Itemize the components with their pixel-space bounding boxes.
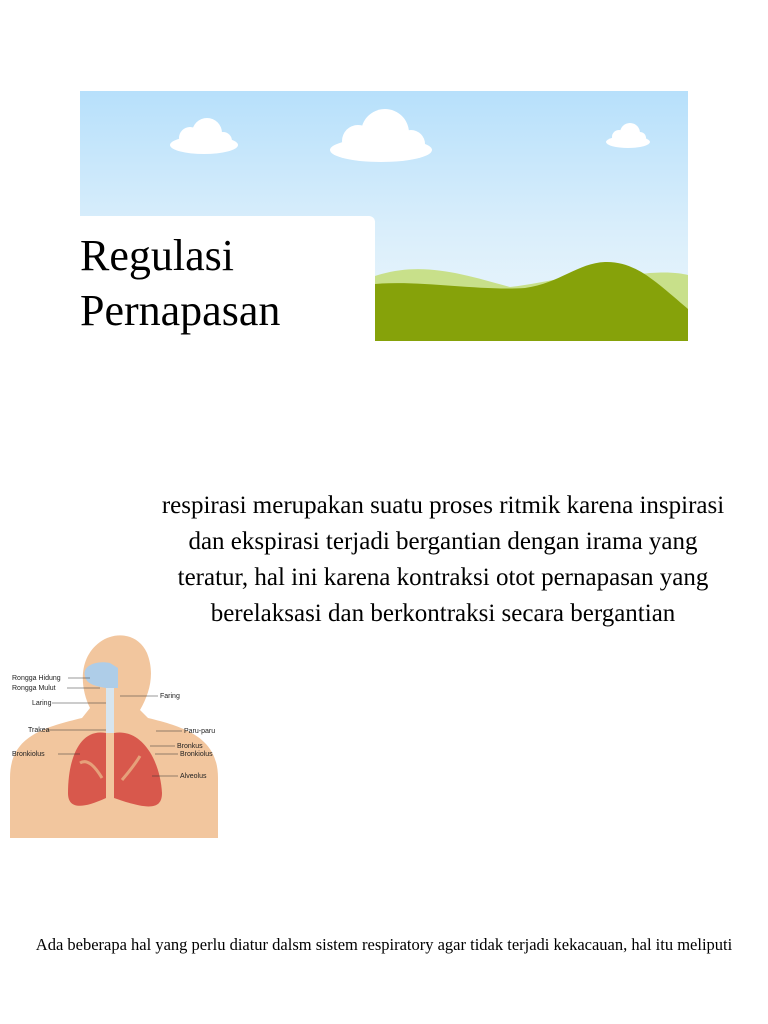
footer-paragraph: Ada beberapa hal yang perlu diatur dalsm sistem respiratory agar tidak terjadi kekacauan, hal itu meliputi <box>35 935 733 954</box>
respiratory-system-diagram <box>10 628 220 838</box>
cloud-icon <box>330 109 432 162</box>
label-laring: Laring <box>32 700 52 707</box>
trachea <box>106 688 114 733</box>
label-faring: Faring <box>160 693 180 700</box>
intro-paragraph: respirasi merupakan suatu proses ritmik karena inspirasi dan ekspirasi terjadi bergantian dengan irama yang teratur, hal ini karena kontraksi otot pernapasan yang berelaksasi dan berkontraksi secara bergantian <box>161 492 725 627</box>
cloud-icon <box>606 123 650 148</box>
label-trakea: Trakea <box>28 727 50 734</box>
page-title <box>80 228 280 338</box>
cloud-icon <box>170 118 238 154</box>
title-line-2: Pernapasan <box>80 286 281 335</box>
label-bronkus: Bronkus <box>177 743 203 750</box>
label-paru-paru: Paru-paru <box>184 728 216 735</box>
title-line-1: Regulasi <box>80 231 234 280</box>
label-rongga-mulut: Rongga Mulut <box>12 685 56 692</box>
label-alveolus: Alveolus <box>180 773 207 780</box>
label-rongga-hidung: Rongga Hidung <box>12 675 61 682</box>
label-bronkiolus-left: Bronkiolus <box>12 751 45 758</box>
label-bronkiolus-right: Bronkiolus <box>180 751 213 758</box>
